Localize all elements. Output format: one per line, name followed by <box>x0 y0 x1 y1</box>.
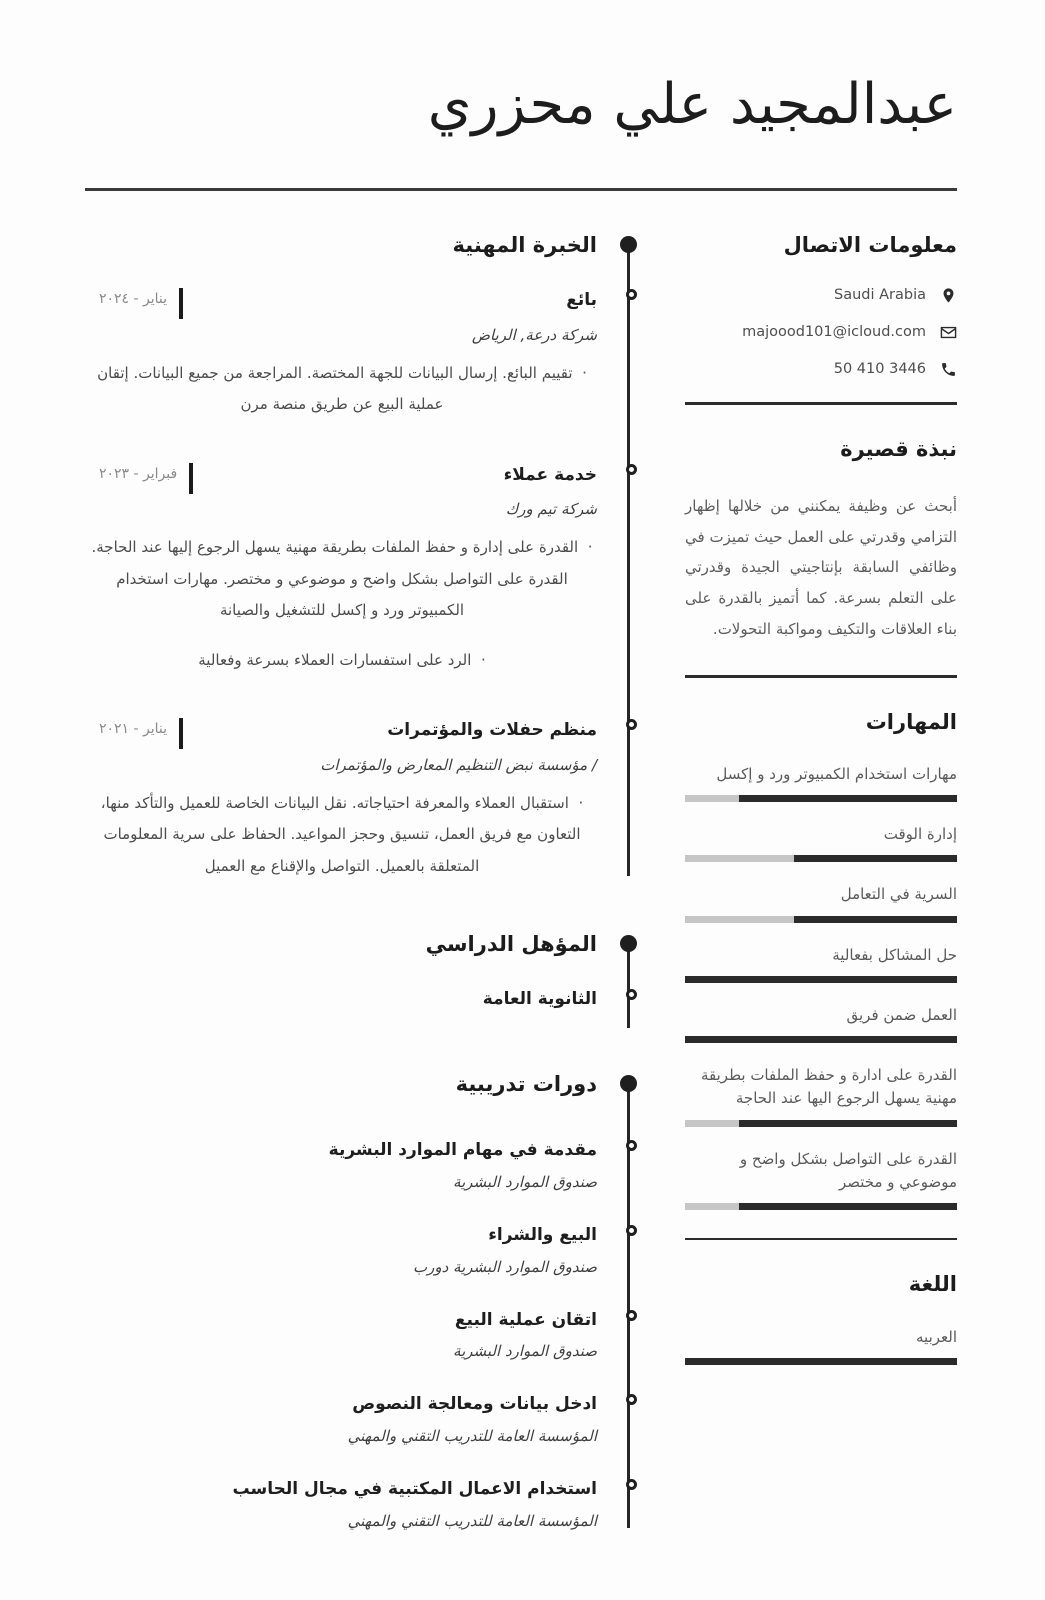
skill-bar <box>685 976 957 983</box>
courses-heading: دورات تدريبية <box>455 1071 597 1096</box>
summary-text: أبحث عن وظيفة يمكنني من خلالها إظهار التزامي وقدرتي على العمل حيث تميزت في وظائفي السابقة بإنتاجيتي الجيدة وقدرتي على التعلم بسرعة. كما أتميز بالقدرة على بناء العلاقات والتكيف ومواكبة التحولات. <box>685 496 957 638</box>
skill-label: السرية في التعامل <box>840 885 957 904</box>
skill-bar-fill <box>739 1203 957 1210</box>
language-section <box>685 1270 957 1365</box>
bullet-marker: · <box>587 538 593 557</box>
timeline-entry-ring <box>626 1479 637 1490</box>
bullet-text: القدرة على إدارة و حفظ الملفات بطريقة مهنية يسهل الرجوع إليها عند الحاجة. القدرة على التواصل بشكل واضح و موضوعي و مختصر. مهارات استخدام الكمبيوتر ورد و إكسل للتشغيل والصيانة <box>91 538 579 620</box>
contact-row-phone <box>685 360 957 378</box>
course-title: اتقان عملية البيع <box>454 1309 597 1330</box>
skill-item <box>685 763 957 802</box>
skill-bar-fill <box>794 916 957 923</box>
skill-bar <box>685 1036 957 1043</box>
timeline-entry-ring <box>626 464 637 475</box>
timeline-entry-ring <box>626 719 637 730</box>
bullet-marker: · <box>578 793 584 812</box>
skill-label: القدرة على ادارة و حفظ الملفات بطريقة مهنية يسهل الرجوع اليها عند الحاجة <box>700 1066 957 1108</box>
experience-section <box>85 231 645 882</box>
skill-bar-fill <box>794 855 957 862</box>
experience-entry <box>87 288 597 421</box>
bullet-text: استقبال العملاء والمعرفة احتياجاته. نقل البيانات الخاصة للعميل والتأكد منها، التعاون مع فريق العمل، تنسيق وحجز المواعيد. الحفاظ على سرية المعلومات المتعلقة بالعميل. التواصل والإقناع مع العميل <box>100 793 581 875</box>
skill-label: العمل ضمن فريق <box>846 1005 957 1024</box>
contact-email: majoood101@icloud.com <box>742 324 926 341</box>
entry-header <box>87 288 597 314</box>
job-date <box>99 288 183 319</box>
course-entry <box>87 1309 597 1361</box>
sidebar-divider <box>685 675 957 678</box>
experience-heading: الخبرة المهنية <box>452 233 597 257</box>
job-date <box>99 463 193 494</box>
skill-bar <box>685 1203 957 1210</box>
skill-bar <box>685 1120 957 1127</box>
courses-section <box>85 1070 645 1530</box>
date-separator-bar <box>189 463 193 494</box>
contact-location: Saudi Arabia <box>833 287 926 304</box>
job-bullet <box>87 532 597 627</box>
bullet-marker: · <box>582 363 587 382</box>
skill-bar <box>685 855 957 862</box>
job-title: بائع <box>566 290 597 311</box>
header-divider <box>85 188 957 191</box>
contact-heading: معلومات الاتصال <box>783 233 957 257</box>
company-name: / مؤسسة نبض التنظيم المعارض والمؤتمرات <box>320 755 597 774</box>
date-text: يناير - ٢٠٢١ <box>99 721 168 738</box>
skill-item <box>685 944 957 983</box>
timeline-entry-ring <box>626 989 637 1000</box>
location-pin-icon <box>939 286 957 304</box>
language-label: العربيه <box>916 1327 957 1346</box>
course-org: المؤسسة العامة للتدريب التقني والمهني <box>347 1511 597 1530</box>
bullet-text: تقييم البائع. إرسال البيانات للجهة المختصة. المراجعة من جميع البيانات. إتقان عملية البيع عن طريق منصة مرن <box>97 363 573 414</box>
skill-item <box>685 1148 957 1211</box>
date-text: فبراير - ٢٠٢٣ <box>99 465 178 482</box>
timeline-section-dot <box>620 236 637 253</box>
date-separator-bar <box>179 288 183 319</box>
skill-label: مهارات استخدام الكمبيوتر ورد و إكسل <box>716 764 957 783</box>
job-date <box>99 718 183 749</box>
job-bullet <box>87 358 597 421</box>
skill-item <box>685 1064 957 1127</box>
phone-icon <box>939 360 957 378</box>
skill-bar <box>685 916 957 923</box>
course-entry <box>87 1393 597 1445</box>
entry-header <box>87 718 597 744</box>
course-org: صندوق الموارد البشرية <box>453 1342 597 1361</box>
course-entry <box>87 1478 597 1530</box>
skill-bar-fill <box>739 795 957 802</box>
experience-entry <box>87 463 597 677</box>
skill-label: إدارة الوقت <box>883 825 957 844</box>
skills-heading: المهارات <box>865 709 957 734</box>
education-heading: المؤهل الدراسي <box>425 932 597 957</box>
skill-bar-fill <box>685 1036 957 1043</box>
skill-item <box>685 823 957 862</box>
timeline-entry-ring <box>626 1310 637 1321</box>
contact-row-location <box>685 286 957 304</box>
language-bar <box>685 1358 957 1365</box>
main-column <box>85 231 645 1563</box>
skill-bar <box>685 795 957 802</box>
experience-entry <box>87 718 597 882</box>
summary-heading: نبذة قصيرة <box>840 437 957 462</box>
timeline-section-dot <box>620 1075 637 1092</box>
course-title: استخدام الاعمال المكتبية في مجال الحاسب <box>232 1479 597 1500</box>
skill-bar-fill <box>739 1120 957 1127</box>
course-entry <box>87 1224 597 1276</box>
company-name: شركة درعة, الرياض <box>471 325 597 344</box>
course-org: صندوق الموارد البشرية <box>453 1172 597 1191</box>
language-item <box>685 1326 957 1365</box>
job-title: خدمة عملاء <box>503 464 597 485</box>
company-name: شركة تيم ورك <box>505 500 597 519</box>
course-org: صندوق الموارد البشرية دورب <box>413 1257 597 1276</box>
date-separator-bar <box>179 718 183 749</box>
skill-item <box>685 883 957 922</box>
language-heading: اللغة <box>908 1272 957 1297</box>
date-text: يناير - ٢٠٢٤ <box>99 291 168 308</box>
timeline-section-dot <box>620 935 637 952</box>
content-grid <box>85 231 957 1563</box>
timeline-entry-ring <box>626 1394 637 1405</box>
skill-label: القدرة على التواصل بشكل واضح و موضوعي و مختصر <box>739 1149 957 1191</box>
sidebar <box>685 231 957 1563</box>
bullet-marker: · <box>480 650 486 669</box>
contact-phone: 50 410 3446 <box>833 361 926 378</box>
bullet-text: الرد على استفسارات العملاء بسرعة وفعالية <box>198 650 472 669</box>
skills-list <box>685 763 957 1210</box>
degree-title: الثانوية العامة <box>482 988 597 1009</box>
sidebar-divider <box>685 1238 957 1240</box>
education-section <box>85 930 645 1011</box>
entry-header <box>87 463 597 489</box>
job-bullet <box>87 645 597 677</box>
education-entry <box>87 988 597 1012</box>
candidate-name: عبدالمجيد علي محزري <box>427 72 957 137</box>
skill-bar-fill <box>685 976 957 983</box>
course-title: مقدمة في مهام الموارد البشرية <box>328 1139 597 1160</box>
course-title: البيع والشراء <box>488 1224 597 1245</box>
job-title: منظم حفلات والمؤتمرات <box>387 720 597 741</box>
timeline-entry-ring <box>626 289 637 300</box>
email-icon <box>939 323 957 341</box>
contact-row-email <box>685 323 957 341</box>
language-bar-fill <box>685 1358 957 1365</box>
course-entry <box>87 1139 597 1191</box>
course-org: المؤسسة العامة للتدريب التقني والمهني <box>347 1427 597 1446</box>
timeline-entry-ring <box>626 1140 637 1151</box>
timeline-entry-ring <box>626 1225 637 1236</box>
course-title: ادخل بيانات ومعالجة النصوص <box>352 1394 597 1415</box>
skill-label: حل المشاكل بفعالية <box>832 945 957 964</box>
skill-item <box>685 1004 957 1043</box>
job-bullet <box>87 788 597 883</box>
sidebar-divider <box>685 402 957 405</box>
